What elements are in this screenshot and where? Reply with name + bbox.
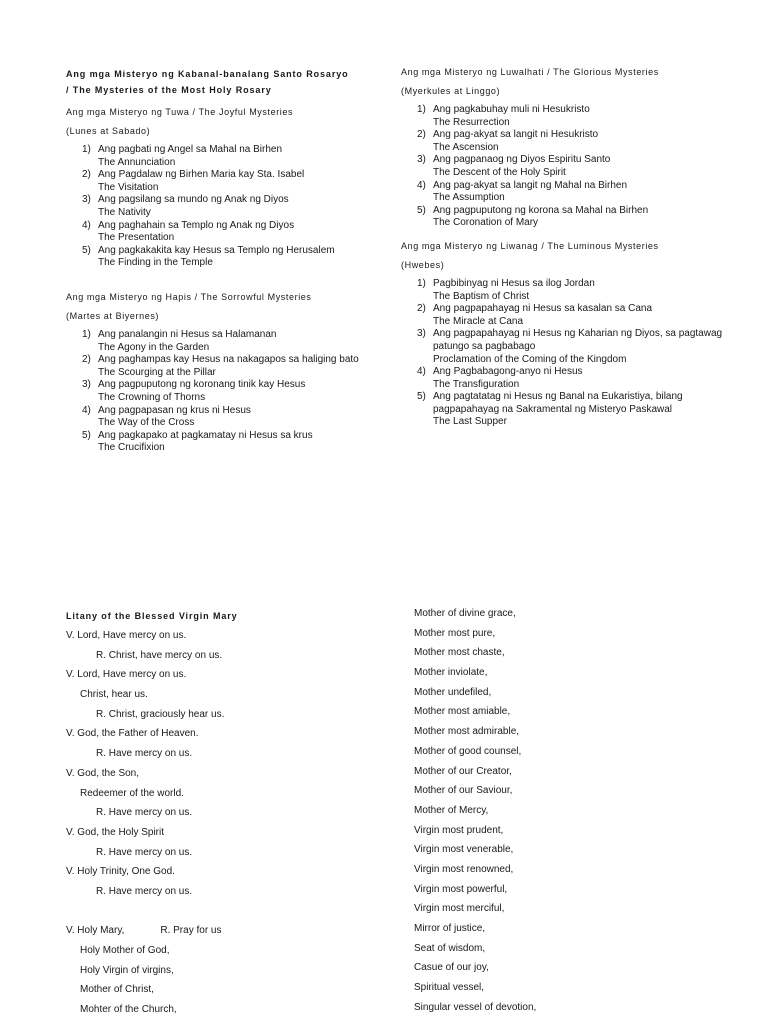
sorrowful-days: (Martes at Biyernes)	[66, 310, 160, 321]
mystery-number: 5)	[82, 429, 91, 441]
litany-invocations	[414, 607, 714, 1020]
rosary-title-line-2: / The Mysteries of the Most Holy Rosary	[66, 85, 272, 95]
litany-line: Redeemer of the world.	[80, 787, 184, 799]
litany-invocation: Singular vessel of devotion,	[414, 1001, 537, 1013]
mystery-english-text: Proclamation of the Coming of the Kingdom	[433, 353, 627, 365]
litany-invocation: Mirror of justice,	[414, 923, 486, 934]
litany-invocation: Seat of wisdom,	[414, 942, 486, 954]
litany-invocation-left: Mohter of the Church,	[80, 1004, 177, 1016]
sorrowful-mystery-item	[66, 430, 386, 455]
mystery-english-text: The Nativity	[98, 206, 151, 218]
litany-line: R. Christ, have mercy on us.	[96, 649, 223, 661]
mystery-tagalog-text: Ang pagpanaog ng Diyos Espiritu Santo	[433, 154, 611, 166]
litany-invocation: Mother of Mercy,	[414, 804, 489, 816]
luminous-mystery-item	[401, 366, 731, 391]
joyful-mystery-item	[66, 169, 386, 194]
litany-invocation: Mother of good counsel,	[414, 745, 522, 757]
mystery-number: 3)	[82, 379, 91, 391]
joyful-mystery-item	[66, 220, 386, 245]
litany-gap	[66, 905, 386, 925]
mystery-tagalog-text: Ang paghahain sa Templo ng Anak ng Diyos	[98, 219, 295, 231]
glorious-mystery-item	[401, 129, 731, 154]
litany-invocation-left: Holy Virgin of virgins,	[80, 964, 174, 976]
mystery-number: 4)	[82, 404, 91, 416]
holy-mary-line	[66, 924, 386, 944]
mystery-number: 3)	[82, 194, 91, 206]
litany-responses	[66, 629, 386, 1023]
mystery-english-text: The Ascension	[433, 141, 499, 153]
joyful-mystery-item	[66, 194, 386, 219]
mystery-english-text: The Assumption	[433, 192, 505, 204]
mystery-number: 1)	[82, 328, 91, 340]
mystery-tagalog-text: Ang pagsilang sa mundo ng Anak ng Diyos	[98, 194, 289, 206]
glorious-mystery-item	[401, 104, 731, 129]
mystery-tagalog-text: Pagbibinyag ni Hesus sa ilog Jordan	[433, 277, 595, 289]
mystery-english-text: The Crucifixion	[98, 442, 165, 454]
mystery-english-text: The Last Supper	[433, 416, 507, 428]
glorious-days: (Myerkules at Linggo)	[401, 86, 501, 96]
mystery-english-text: The Descent of the Holy Spirit	[433, 166, 566, 178]
glorious-mystery-item	[401, 180, 731, 205]
litany-invocation: Mother inviolate,	[414, 667, 488, 679]
mystery-number: 5)	[82, 244, 91, 256]
mystery-english-text: The Baptism of Christ	[433, 290, 530, 302]
litany-invocation-left: Holy Mother of God,	[80, 945, 170, 956]
joyful-heading: Ang mga Misteryo ng Tuwa / The Joyful Mysteries	[66, 107, 294, 117]
litany-invocation: Mother most pure,	[414, 627, 496, 639]
mystery-tagalog-text: Ang pagpapahayag ni Hesus ng Kaharian ng Diyos, sa pagtawag patungo sa pagbabago	[433, 328, 723, 352]
mystery-tagalog-text: Ang pagbati ng Angel sa Mahal na Birhen	[98, 144, 283, 155]
sorrowful-heading: Ang mga Misteryo ng Hapis / The Sorrowful Mysteries	[66, 291, 312, 302]
mystery-english-text: The Visitation	[98, 181, 159, 193]
sorrowful-mystery-item	[66, 379, 386, 404]
holy-mary-response: R. Pray for us	[160, 925, 222, 937]
mystery-tagalog-text: Ang pagpuputong ng korona sa Mahal na Birhen	[433, 204, 649, 216]
mystery-number: 5)	[417, 391, 426, 403]
litany-invocation: Mother most chaste,	[414, 647, 505, 659]
litany-invocation: Mother of our Saviour,	[414, 785, 513, 797]
mystery-tagalog-text: Ang pagtatatag ni Hesus ng Banal na Eukaristiya, bilang pagpapahayag na Sakramental ng Misteryo Paskawal	[433, 391, 683, 415]
mystery-english-text: The Resurrection	[433, 116, 510, 128]
rosary-title-line-1: Ang mga Misteryo ng Kabanal-banalang Santo Rosaryo	[66, 69, 349, 79]
litany-line: V. Lord, Have mercy on us.	[66, 669, 187, 681]
litany-invocation: Spiritual vessel,	[414, 982, 485, 994]
joyful-mysteries-list	[66, 144, 386, 270]
mystery-tagalog-text: Ang Pagbabagong-anyo ni Hesus	[433, 366, 583, 378]
litany-invocation: Virgin most venerable,	[414, 844, 514, 856]
litany-invocation: Virgin most prudent,	[414, 824, 504, 836]
mystery-number: 4)	[417, 179, 426, 191]
rosary-right-column	[401, 66, 731, 429]
joyful-mystery-item	[66, 245, 386, 270]
rosary-left-column	[66, 67, 386, 455]
mystery-tagalog-text: Ang pagkapako at pagkamatay ni Hesus sa krus	[98, 429, 313, 441]
mystery-number: 4)	[417, 366, 426, 378]
glorious-mysteries-list	[401, 104, 731, 230]
litany-line: R. Have mercy on us.	[96, 748, 193, 760]
litany-invocation: Mother of divine grace,	[414, 608, 516, 619]
mystery-tagalog-text: Ang pagpuputong ng koronang tinik kay Hesus	[98, 379, 306, 391]
litany-line: R. Have mercy on us.	[96, 885, 193, 897]
sorrowful-mystery-item	[66, 405, 386, 430]
glorious-mystery-item	[401, 154, 731, 179]
mystery-number: 1)	[417, 277, 426, 289]
litany-invocation: Virgin most powerful,	[414, 883, 508, 895]
holy-mary-versicle: V. Holy Mary,	[66, 925, 125, 937]
mystery-tagalog-text: Ang pag-akyat sa langit ni Hesukristo	[433, 129, 599, 141]
mystery-number: 3)	[417, 328, 426, 340]
mystery-number: 1)	[417, 104, 426, 115]
luminous-mystery-item	[401, 278, 731, 303]
mystery-tagalog-text: Ang pagpapahayag ni Hesus sa kasalan sa Cana	[433, 303, 653, 315]
mystery-english-text: The Crowning of Thorns	[98, 391, 206, 403]
joyful-mystery-item	[66, 144, 386, 169]
mystery-english-text: The Agony in the Garden	[98, 341, 210, 353]
mystery-tagalog-text: Ang Pagdalaw ng Birhen Maria kay Sta. Isabel	[98, 169, 305, 181]
mystery-number: 2)	[417, 129, 426, 141]
luminous-mystery-item	[401, 328, 731, 366]
mystery-number: 5)	[417, 204, 426, 216]
mystery-english-text: The Transfiguration	[433, 378, 520, 390]
mystery-number: 3)	[417, 154, 426, 166]
mystery-english-text: The Coronation of Mary	[433, 217, 539, 229]
mystery-tagalog-text: Ang paghampas kay Hesus na nakagapos sa haliging bato	[98, 354, 359, 366]
litany-line: V. Lord, Have mercy on us.	[66, 630, 187, 641]
mystery-english-text: The Presentation	[98, 232, 175, 244]
litany-line: R. Have mercy on us.	[96, 846, 193, 858]
litany-line: R. Christ, graciously hear us.	[96, 708, 225, 720]
mystery-english-text: The Miracle at Cana	[433, 315, 524, 327]
litany-invocation: Virgin most renowned,	[414, 863, 514, 875]
litany-line: V. God, the Father of Heaven.	[66, 728, 199, 740]
mystery-number: 2)	[82, 354, 91, 366]
litany-line: V. God, the Son,	[66, 767, 140, 779]
mystery-number: 2)	[82, 169, 91, 181]
mystery-number: 1)	[82, 144, 91, 155]
litany-invocation: Mother of our Creator,	[414, 765, 512, 777]
glorious-heading: Ang mga Misteryo ng Luwalhati / The Glorious Mysteries	[401, 67, 659, 77]
mystery-number: 4)	[82, 219, 91, 231]
litany-invocation: Mother undefiled,	[414, 686, 492, 698]
mystery-english-text: The Scourging at the Pillar	[98, 366, 216, 378]
mystery-number: 2)	[417, 303, 426, 315]
litany-invocation: Mother most amiable,	[414, 706, 511, 718]
litany-line: V. God, the Holy Spirit	[66, 826, 165, 838]
glorious-mystery-item	[401, 205, 731, 230]
mystery-tagalog-text: Ang panalangin ni Hesus sa Halamanan	[98, 328, 277, 340]
mystery-english-text: The Way of the Cross	[98, 417, 195, 429]
luminous-heading: Ang mga Misteryo ng Liwanag / The Luminous Mysteries	[401, 240, 659, 251]
luminous-mystery-item	[401, 303, 731, 328]
sorrowful-mysteries-list	[66, 329, 386, 455]
litany-line: R. Have mercy on us.	[96, 807, 193, 819]
litany-title: Litany of the Blessed Virgin Mary	[66, 611, 238, 621]
joyful-days: (Lunes at Sabado)	[66, 126, 151, 136]
mystery-tagalog-text: Ang pagkakakita kay Hesus sa Templo ng Herusalem	[98, 244, 335, 256]
litany-line: Christ, hear us.	[80, 689, 148, 701]
litany-invocation: Mother most admirable,	[414, 726, 520, 738]
sorrowful-mystery-item	[66, 354, 386, 379]
litany-invocation: Virgin most merciful,	[414, 903, 505, 915]
mystery-english-text: The Finding in the Temple	[98, 257, 213, 269]
litany-invocation-left: Mother of Christ,	[80, 984, 154, 996]
mystery-tagalog-text: Ang pagpapasan ng krus ni Hesus	[98, 404, 251, 416]
luminous-mysteries-list	[401, 278, 731, 429]
mystery-tagalog-text: Ang pag-akyat sa langit ng Mahal na Birhen	[433, 179, 628, 191]
luminous-mystery-item	[401, 391, 731, 429]
mystery-tagalog-text: Ang pagkabuhay muli ni Hesukristo	[433, 104, 590, 115]
mystery-english-text: The Annunciation	[98, 156, 176, 168]
sorrowful-mystery-item	[66, 329, 386, 354]
luminous-days: (Hwebes)	[401, 259, 445, 270]
litany-invocation: Casue of our joy,	[414, 962, 489, 974]
litany-line: V. Holy Trinity, One God.	[66, 866, 175, 878]
